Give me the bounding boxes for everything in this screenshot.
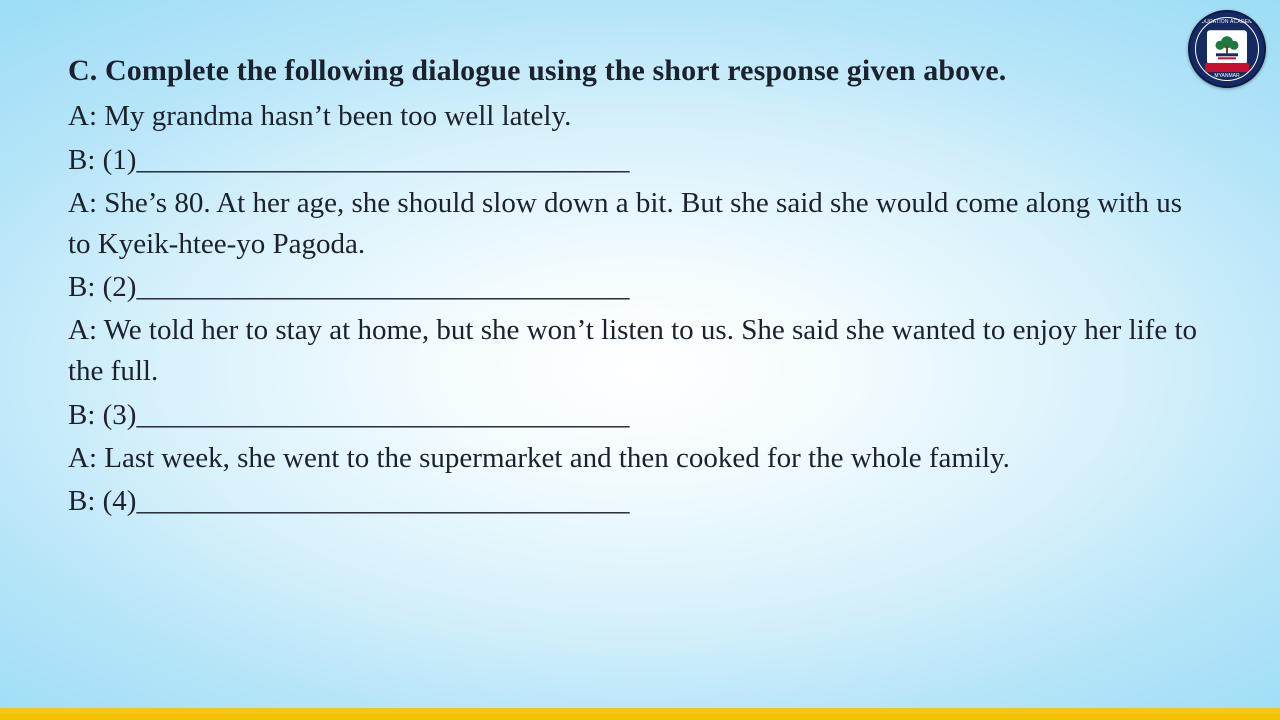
dialogue-line-5: A: We told her to stay at home, but she won’t listen to us. She said she wanted to enjoy her life to the full. [68,314,1198,388]
dialogue-line-1: A: My grandma hasn’t been too well lately. [68,100,572,133]
dialogue-line-6: B: (3)__________________________________ [68,398,630,431]
school-crest-logo [1188,10,1266,88]
dialogue-line-2: B: (1)__________________________________ [68,143,630,176]
dialogue-line-8: B: (4)__________________________________ [68,484,630,517]
page-title: C. Complete the following dialogue using the short response given above. [68,54,1007,87]
logo-banner [1205,63,1249,72]
dialogue-line-3: A: She’s 80. At her age, she should slow down a bit. But she said she would come along with us to Kyeik-htee-yo Pagoda. [68,186,1182,260]
logo-top-text: EDUCATION ACADEMY [1197,19,1257,25]
dialogue-line-7: A: Last week, she went to the supermarket and then cooked for the whole family. [68,441,1010,474]
dialogue-line-4: B: (2)__________________________________ [68,271,630,304]
slide-content [68,52,1208,524]
logo-bottom-text: MYANMAR [1214,73,1240,79]
tree-emblem-icon [1207,30,1247,64]
